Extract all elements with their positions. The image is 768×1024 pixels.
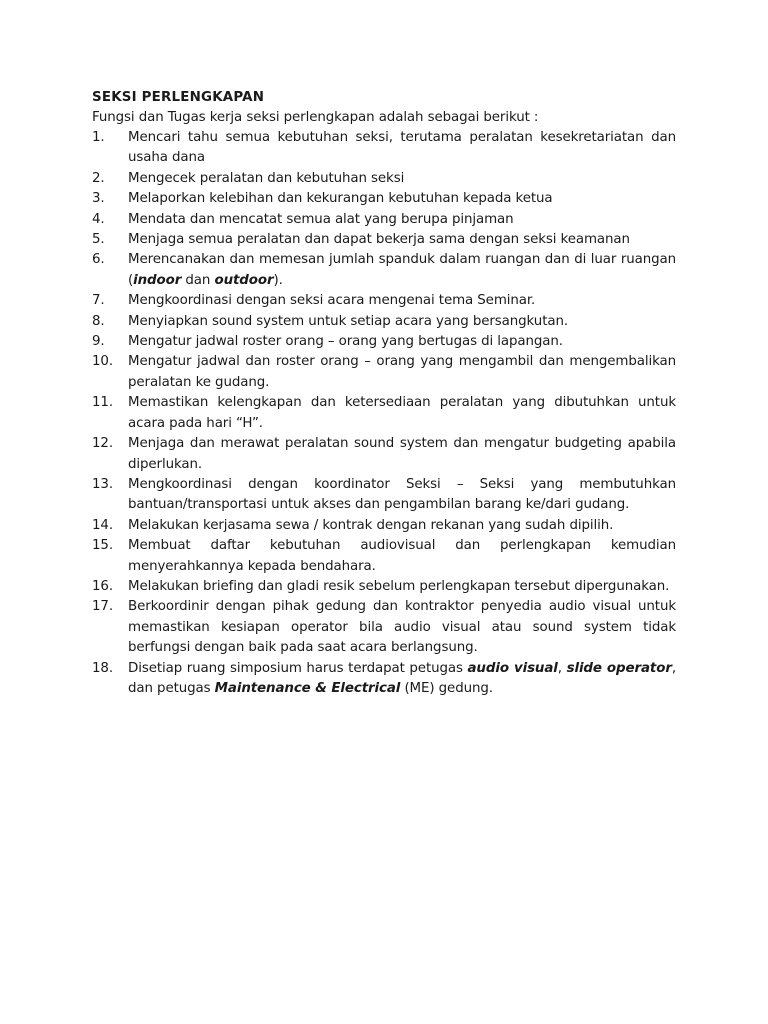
document-page	[92, 88, 676, 699]
list-item	[92, 291, 676, 311]
list-item-text: Menjaga dan merawat peralatan sound system dan mengatur budgeting apabila diperlukan.	[128, 436, 676, 472]
list-item	[92, 128, 676, 169]
emphasis-text: audio visual	[467, 660, 558, 676]
list-item	[92, 312, 676, 332]
list-item	[92, 189, 676, 209]
list-item	[92, 332, 676, 352]
list-item-number: 5.	[92, 232, 105, 248]
list-item-number: 3.	[92, 191, 105, 207]
list-item-number: 1.	[92, 130, 105, 145]
list-item-text: Mengkoordinasi dengan koordinator Seksi – Seksi yang membutuhkan bantuan/transportasi untuk akses dan pengambilan barang ke/dari gudang.	[128, 476, 676, 513]
list-item-text: Menyiapkan sound system untuk setiap acara yang bersangkutan.	[128, 313, 568, 329]
section-heading: SEKSI PERLENGKAPAN	[92, 90, 265, 105]
list-item-text: Melaporkan kelebihan dan kekurangan kebutuhan kepada ketua	[128, 191, 553, 207]
list-item	[92, 536, 676, 577]
list-item-text: Mengecek peralatan dan kebutuhan seksi	[128, 170, 405, 186]
list-item-number: 4.	[92, 211, 105, 227]
list-item-text: Membuat daftar kebutuhan audiovisual dan perlengkapan kemudian menyerahkannya kepada bendahara.	[128, 538, 676, 574]
list-item-text: Disetiap ruang simposium harus terdapat petugas	[128, 660, 468, 676]
list-item	[92, 352, 676, 393]
list-item-text: ).	[273, 272, 283, 288]
list-item	[92, 210, 676, 230]
list-item	[92, 169, 676, 189]
list-item	[92, 250, 676, 291]
list-item-text: Mencari tahu semua kebutuhan seksi, terutama peralatan kesekretariatan dan usaha dana	[128, 130, 676, 166]
list-item	[92, 597, 676, 658]
list-item-number: 17.	[92, 599, 113, 615]
list-item-text: Mengatur jadwal dan roster orang – orang yang mengambil dan mengembalikan peralatan ke gudang.	[128, 354, 676, 390]
list-item-number: 11.	[92, 395, 113, 411]
list-item-number: 15.	[92, 538, 113, 554]
list-item-text: Berkoordinir dengan pihak gedung dan kontraktor penyedia audio visual untuk memastikan kesiapan operator bila audio visual atau sound system tidak berfungsi dengan baik pada saat acara berlangsung.	[128, 599, 676, 656]
list-item-text: Mengatur jadwal roster orang – orang yang bertugas di lapangan.	[128, 334, 563, 350]
list-item	[92, 393, 676, 434]
list-item-number: 13.	[92, 476, 113, 492]
list-item-text: Melakukan briefing dan gladi resik sebelum perlengkapan tersebut dipergunakan.	[128, 578, 670, 594]
list-item-text: dan	[181, 272, 215, 288]
emphasis-text: Maintenance & Electrical	[214, 680, 401, 696]
emphasis-text: slide operator	[566, 660, 672, 676]
list-item	[92, 475, 676, 516]
list-item-text: Melakukan kerjasama sewa / kontrak dengan rekanan yang sudah dipilih.	[128, 517, 614, 533]
list-item	[92, 434, 676, 475]
list-item-number: 10.	[92, 354, 113, 370]
list-item-number: 8.	[92, 313, 105, 329]
list-item-number: 12.	[92, 436, 113, 452]
list-item-number: 14.	[92, 517, 113, 533]
list-item-number: 6.	[92, 252, 105, 268]
list-item-text: Menjaga semua peralatan dan dapat bekerja sama dengan seksi keamanan	[128, 232, 630, 248]
list-item-text: ,	[557, 660, 567, 676]
emphasis-text: indoor	[133, 272, 182, 288]
list-item-number: 7.	[92, 293, 105, 309]
list-item	[92, 659, 676, 700]
list-item-text: (ME) gedung.	[400, 680, 493, 696]
list-item-text: Memastikan kelengkapan dan ketersediaan peralatan yang dibutuhkan untuk acara pada hari “H”.	[128, 395, 676, 431]
intro-text: Fungsi dan Tugas kerja seksi perlengkapan adalah sebagai berikut :	[92, 110, 539, 125]
task-list	[92, 128, 676, 699]
emphasis-text: outdoor	[214, 272, 274, 288]
list-item-text: Mendata dan mencatat semua alat yang berupa pinjaman	[128, 211, 514, 227]
list-item-text: Merencanakan dan memesan jumlah spanduk dalam ruangan dan di luar ruangan (	[128, 252, 676, 288]
list-item-text: Mengkoordinasi dengan seksi acara mengenai tema Seminar.	[128, 293, 536, 309]
list-item-number: 16.	[92, 578, 113, 594]
list-item	[92, 516, 676, 536]
list-item	[92, 577, 676, 597]
list-item-number: 9.	[92, 334, 105, 350]
list-item-number: 2.	[92, 170, 105, 186]
list-item-text: , dan petugas	[128, 660, 676, 696]
list-item	[92, 230, 676, 250]
list-item-number: 18.	[92, 660, 113, 676]
